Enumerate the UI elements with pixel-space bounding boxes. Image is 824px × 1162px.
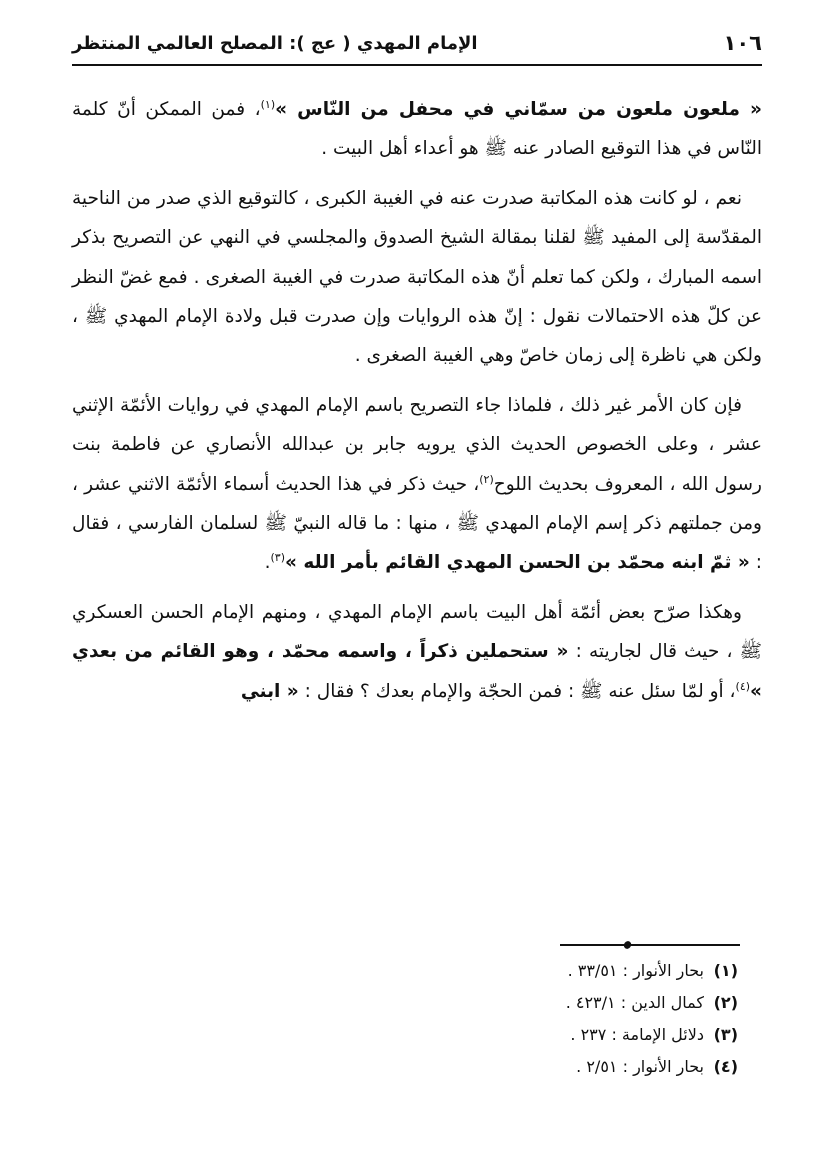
footnote-ref-2: (٢) [479,472,494,486]
footnote-item [338,1051,738,1083]
footnotes-list [338,955,738,1083]
paragraph-text: ، حيث ذكر في هذا الحديث أسماء الأئمّة الاثني عشر ، ومن جملتهم ذكر إسم الإمام المهدي ﷺ ، منها : ما قاله النبيّ ﷺ لسلمان الفارسي ، فقال : [72,473,762,574]
paragraph-4 [72,593,762,711]
footnote-ref-3: (٣) [270,551,286,565]
footnote-item [338,987,738,1019]
paragraph-text: وهكذا صرّح بعض أئمّة أهل البيت باسم الإمام المهدي ، ومنهم الإمام الحسن العسكري ﷺ ، حيث قال لجاريته : [72,601,762,663]
quoted-hadith: « ثمّ ابنه محمّد بن الحسن المهدي القائم بأمر الله » [285,552,750,574]
main-text [72,90,762,721]
paragraph-text: فإن كان الأمر غير ذلك ، فلماذا جاء التصريح باسم الإمام المهدي في روايات الأئمّة الإثني عشر ، وعلى الخصوص الحديث الذي يرويه جابر بن عبدالله الأنصاري عن فاطمة بنت رسول الله ، المعروف بحديث اللوح [72,394,762,495]
footnote-text: دلائل الإمامة : ٢٣٧ . [570,1025,704,1044]
footnote-item [338,1019,738,1051]
footnote-number: (٤) [713,1057,738,1076]
quoted-hadith: « ستحملين ذكراً ، واسمه محمّد ، وهو القائم من بعدي » [72,641,762,702]
running-title: الإمام المهدي ( عج ): المصلح العالمي المنتظر [72,33,478,54]
sentence-end: . [264,552,271,574]
paragraph-3 [72,386,762,583]
page-number: ١٠٦ [723,31,762,55]
quoted-hadith: « ابني [240,680,299,702]
footnote-text: كمال الدين : ٤٢٣/١ . [565,993,704,1012]
footnote-ref-4: (٤) [735,679,751,693]
footnote-text: بحار الأنوار : ٣٣/٥١ . [567,961,704,980]
footnote-separator [560,944,740,946]
footnote-text: بحار الأنوار : ٢/٥١ . [576,1057,704,1076]
footnote-number: (٢) [713,993,738,1012]
footnote-number: (٣) [713,1025,738,1044]
footnote-item [338,955,738,987]
paragraph-text: ، فمن الممكن أنّ كلمة النّاس في هذا التوقيع الصادر عنه ﷺ هو أعداء أهل البيت . [72,99,762,160]
quoted-hadith: « ملعون ملعون من سمّاني في محفل من النّاس » [275,99,762,120]
page-header [72,28,762,66]
paragraph-text: ، أو لمّا سئل عنه ﷺ : فمن الحجّة والإمام بعدك ؟ فقال : [304,680,736,702]
paragraph-2 [72,179,762,376]
ink-blot [622,940,632,951]
paragraph-1 [72,90,762,169]
footnote-number: (١) [713,961,738,980]
paragraph-text: نعم ، لو كانت هذه المكاتبة صدرت عنه في الغيبة الكبرى ، كالتوقيع الذي صدر من الناحية المقدّسة إلى المفيد ﷺ لقلنا بمقالة الشيخ الصدوق والمجلسي في النهي عن التصريح بذكر اسمه المبارك ، ولكن كما تعلم أنّ هذه المكاتبة صدرت في الغيبة الصغرى . فمع غضّ النظر عن كلّ هذه الاحتمالات نقول : إنّ هذه الروايات وإن صدرت قبل ولادة الإمام المهدي ﷺ ، ولكن هي ناظرة إلى زمان خاصّ وهي الغيبة الصغرى . [72,187,762,367]
footnote-ref-1: (١) [260,97,276,111]
